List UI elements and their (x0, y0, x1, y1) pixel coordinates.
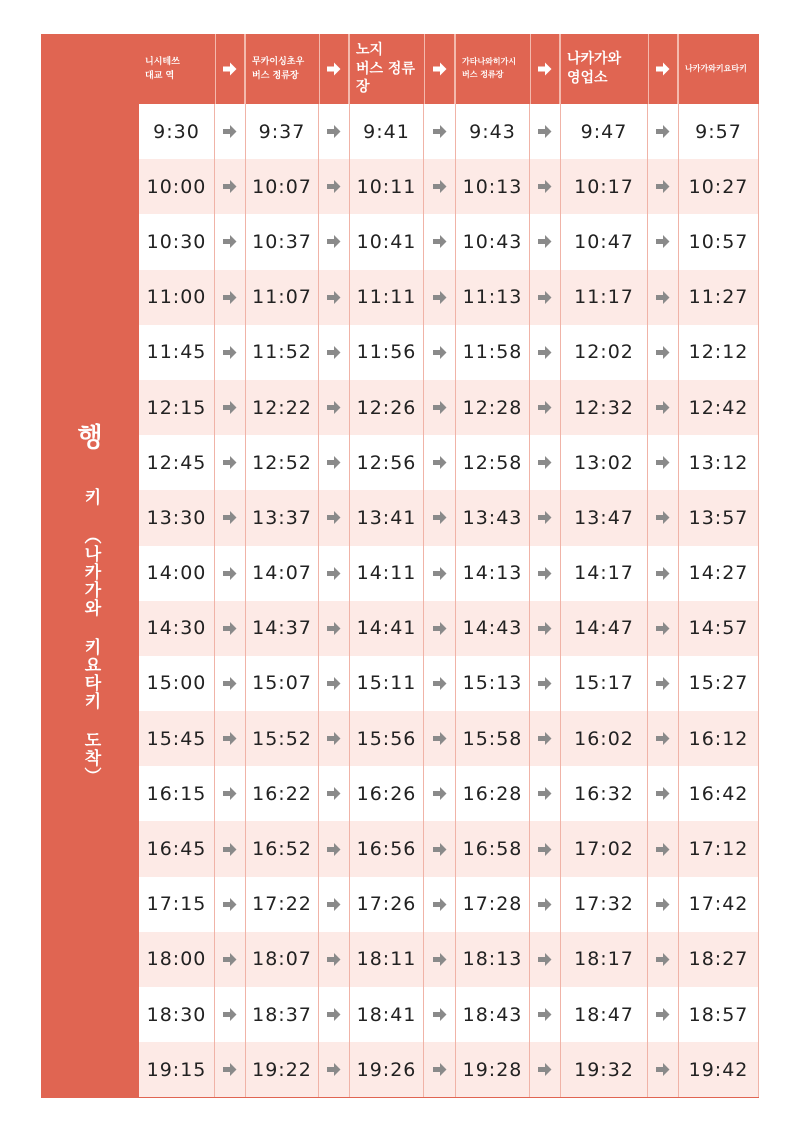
arrow-right-icon (424, 821, 455, 876)
arrow-right-icon (530, 546, 560, 601)
timetable-grid (139, 34, 759, 1098)
time-cell: 10:17 (560, 159, 648, 214)
time-cell: 17:22 (245, 877, 319, 932)
stop-name-line1: 나카가와 (567, 51, 622, 68)
time-cell: 14:57 (678, 601, 759, 656)
arrow-right-icon (215, 601, 245, 656)
direction-title: 행 (77, 423, 103, 453)
time-cell: 13:57 (678, 490, 759, 545)
time-cell: 10:30 (139, 214, 215, 269)
arrow-right-icon (319, 932, 349, 987)
time-cell: 15:52 (245, 711, 319, 766)
time-cell: 14:43 (455, 601, 530, 656)
arrow-right-icon (215, 104, 245, 159)
arrow-right-icon (319, 987, 349, 1042)
time-cell: 12:12 (678, 325, 759, 380)
arrow-right-icon (215, 932, 245, 987)
arrow-right-icon (648, 490, 678, 545)
time-cell: 16:26 (349, 766, 424, 821)
time-cell: 10:27 (678, 159, 759, 214)
time-cell: 17:28 (455, 877, 530, 932)
arrow-right-icon (215, 270, 245, 325)
arrow-right-icon (648, 656, 678, 711)
time-cell: 16:32 (560, 766, 648, 821)
arrow-right-icon (424, 987, 455, 1042)
arrow-right-icon (215, 435, 245, 490)
arrow-right-icon (215, 1042, 245, 1097)
time-cell: 19:22 (245, 1042, 319, 1097)
arrow-right-icon (424, 104, 455, 159)
time-cell: 14:07 (245, 546, 319, 601)
time-cell: 16:42 (678, 766, 759, 821)
stop-header-3 (349, 34, 424, 104)
arrow-right-icon (530, 435, 560, 490)
time-cell: 16:28 (455, 766, 530, 821)
header-arrow-icon (648, 34, 678, 104)
time-cell: 14:47 (560, 601, 648, 656)
arrow-right-icon (215, 159, 245, 214)
arrow-right-icon (319, 711, 349, 766)
stop-name-line2: 대교 역 (145, 71, 175, 81)
time-cell: 12:15 (139, 380, 215, 435)
time-cell: 10:11 (349, 159, 424, 214)
time-cell: 9:43 (455, 104, 530, 159)
arrow-right-icon (215, 214, 245, 269)
direction-subtitle: 키 （나카가와 키요타키 도착） (80, 488, 101, 785)
time-cell: 9:47 (560, 104, 648, 159)
arrow-right-icon (530, 932, 560, 987)
stop-name-line2: 버스 정류장 (252, 71, 299, 81)
stop-name-line1: 노지 (356, 41, 384, 58)
stop-header-6 (678, 34, 759, 104)
time-cell: 18:30 (139, 987, 215, 1042)
time-cell: 11:07 (245, 270, 319, 325)
stop-name-line2: 버스 정류장 (356, 60, 415, 96)
time-cell: 12:42 (678, 380, 759, 435)
time-cell: 15:13 (455, 656, 530, 711)
stop-name-line1: 가타나와히가시 (462, 57, 517, 67)
time-cell: 15:56 (349, 711, 424, 766)
arrow-right-icon (424, 270, 455, 325)
arrow-right-icon (319, 380, 349, 435)
time-cell: 18:17 (560, 932, 648, 987)
time-cell: 9:37 (245, 104, 319, 159)
arrow-right-icon (319, 656, 349, 711)
time-cell: 15:45 (139, 711, 215, 766)
time-cell: 14:41 (349, 601, 424, 656)
arrow-right-icon (648, 766, 678, 821)
arrow-right-icon (319, 877, 349, 932)
stop-header-1 (139, 34, 215, 104)
time-cell: 17:26 (349, 877, 424, 932)
time-cell: 13:37 (245, 490, 319, 545)
arrow-right-icon (530, 766, 560, 821)
arrow-right-icon (319, 214, 349, 269)
time-cell: 12:22 (245, 380, 319, 435)
time-cell: 15:00 (139, 656, 215, 711)
time-cell: 9:57 (678, 104, 759, 159)
arrow-right-icon (530, 214, 560, 269)
time-cell: 15:58 (455, 711, 530, 766)
time-cell: 11:17 (560, 270, 648, 325)
stop-name-line1: 나카가와키요타키 (685, 63, 747, 73)
time-cell: 13:02 (560, 435, 648, 490)
time-cell: 17:12 (678, 821, 759, 876)
time-cell: 11:11 (349, 270, 424, 325)
time-cell: 18:00 (139, 932, 215, 987)
arrow-right-icon (530, 159, 560, 214)
time-cell: 16:58 (455, 821, 530, 876)
arrow-right-icon (215, 656, 245, 711)
time-cell: 12:26 (349, 380, 424, 435)
arrow-right-icon (648, 214, 678, 269)
time-cell: 11:52 (245, 325, 319, 380)
arrow-right-icon (215, 766, 245, 821)
time-cell: 14:13 (455, 546, 530, 601)
time-cell: 13:12 (678, 435, 759, 490)
arrow-right-icon (648, 104, 678, 159)
time-cell: 14:17 (560, 546, 648, 601)
time-cell: 13:43 (455, 490, 530, 545)
time-cell: 11:27 (678, 270, 759, 325)
arrow-right-icon (648, 821, 678, 876)
arrow-right-icon (648, 601, 678, 656)
time-cell: 11:13 (455, 270, 530, 325)
time-cell: 16:02 (560, 711, 648, 766)
stop-header-5 (560, 34, 648, 104)
arrow-right-icon (319, 601, 349, 656)
time-cell: 18:13 (455, 932, 530, 987)
stop-name-line1: 니시테쓰 (145, 56, 180, 67)
arrow-right-icon (319, 325, 349, 380)
time-cell: 18:11 (349, 932, 424, 987)
time-cell: 10:00 (139, 159, 215, 214)
header-arrow-icon (530, 34, 560, 104)
arrow-right-icon (530, 1042, 560, 1097)
time-cell: 11:58 (455, 325, 530, 380)
time-cell: 14:11 (349, 546, 424, 601)
arrow-right-icon (648, 932, 678, 987)
time-cell: 18:57 (678, 987, 759, 1042)
time-cell: 11:56 (349, 325, 424, 380)
arrow-right-icon (215, 987, 245, 1042)
time-cell: 19:26 (349, 1042, 424, 1097)
arrow-right-icon (215, 821, 245, 876)
arrow-right-icon (319, 159, 349, 214)
time-cell: 18:07 (245, 932, 319, 987)
arrow-right-icon (319, 546, 349, 601)
arrow-right-icon (530, 821, 560, 876)
time-cell: 10:13 (455, 159, 530, 214)
time-cell: 18:37 (245, 987, 319, 1042)
stop-name-line1: 무카이싱초우 (252, 56, 305, 67)
arrow-right-icon (424, 214, 455, 269)
time-cell: 17:42 (678, 877, 759, 932)
time-cell: 16:56 (349, 821, 424, 876)
arrow-right-icon (424, 711, 455, 766)
arrow-right-icon (215, 877, 245, 932)
arrow-right-icon (530, 490, 560, 545)
time-cell: 10:47 (560, 214, 648, 269)
time-cell: 16:52 (245, 821, 319, 876)
arrow-right-icon (648, 159, 678, 214)
arrow-right-icon (530, 656, 560, 711)
arrow-right-icon (215, 711, 245, 766)
arrow-right-icon (319, 821, 349, 876)
arrow-right-icon (215, 380, 245, 435)
time-cell: 18:41 (349, 987, 424, 1042)
arrow-right-icon (530, 380, 560, 435)
arrow-right-icon (648, 270, 678, 325)
time-cell: 19:32 (560, 1042, 648, 1097)
time-cell: 16:12 (678, 711, 759, 766)
arrow-right-icon (319, 766, 349, 821)
arrow-right-icon (215, 546, 245, 601)
time-cell: 10:41 (349, 214, 424, 269)
route-direction-label (41, 104, 139, 1098)
arrow-right-icon (424, 490, 455, 545)
time-cell: 10:57 (678, 214, 759, 269)
arrow-right-icon (319, 1042, 349, 1097)
time-cell: 12:28 (455, 380, 530, 435)
time-cell: 13:30 (139, 490, 215, 545)
time-cell: 14:37 (245, 601, 319, 656)
time-cell: 10:07 (245, 159, 319, 214)
time-cell: 19:42 (678, 1042, 759, 1097)
time-cell: 10:37 (245, 214, 319, 269)
time-cell: 14:27 (678, 546, 759, 601)
time-cell: 16:15 (139, 766, 215, 821)
arrow-right-icon (424, 1042, 455, 1097)
arrow-right-icon (530, 601, 560, 656)
arrow-right-icon (319, 490, 349, 545)
time-cell: 9:41 (349, 104, 424, 159)
time-cell: 13:41 (349, 490, 424, 545)
arrow-right-icon (424, 380, 455, 435)
arrow-right-icon (424, 766, 455, 821)
time-cell: 12:58 (455, 435, 530, 490)
time-cell: 18:27 (678, 932, 759, 987)
arrow-right-icon (424, 656, 455, 711)
arrow-right-icon (648, 325, 678, 380)
time-cell: 10:43 (455, 214, 530, 269)
time-cell: 12:02 (560, 325, 648, 380)
arrow-right-icon (215, 325, 245, 380)
time-cell: 19:28 (455, 1042, 530, 1097)
arrow-right-icon (424, 546, 455, 601)
arrow-right-icon (424, 325, 455, 380)
time-cell: 12:52 (245, 435, 319, 490)
time-cell: 17:15 (139, 877, 215, 932)
time-cell: 19:15 (139, 1042, 215, 1097)
arrow-right-icon (530, 325, 560, 380)
arrow-right-icon (424, 877, 455, 932)
time-cell: 17:02 (560, 821, 648, 876)
time-cell: 18:43 (455, 987, 530, 1042)
arrow-right-icon (319, 104, 349, 159)
arrow-right-icon (648, 877, 678, 932)
timetable-frame (41, 34, 759, 1098)
time-cell: 9:30 (139, 104, 215, 159)
arrow-right-icon (530, 877, 560, 932)
time-cell: 16:22 (245, 766, 319, 821)
arrow-right-icon (530, 270, 560, 325)
arrow-right-icon (424, 932, 455, 987)
arrow-right-icon (319, 435, 349, 490)
time-cell: 11:45 (139, 325, 215, 380)
arrow-right-icon (648, 380, 678, 435)
stop-header-2 (245, 34, 319, 104)
time-cell: 16:45 (139, 821, 215, 876)
arrow-right-icon (648, 711, 678, 766)
arrow-right-icon (530, 711, 560, 766)
stop-name-line2: 버스 정류장 (462, 70, 504, 79)
arrow-right-icon (424, 159, 455, 214)
arrow-right-icon (648, 987, 678, 1042)
time-cell: 14:30 (139, 601, 215, 656)
time-cell: 12:45 (139, 435, 215, 490)
time-cell: 18:47 (560, 987, 648, 1042)
stop-name-line2: 영업소 (567, 70, 608, 86)
header-arrow-icon (319, 34, 349, 104)
arrow-right-icon (648, 1042, 678, 1097)
arrow-right-icon (319, 270, 349, 325)
time-cell: 13:47 (560, 490, 648, 545)
arrow-right-icon (648, 546, 678, 601)
time-cell: 14:00 (139, 546, 215, 601)
arrow-right-icon (215, 490, 245, 545)
time-cell: 15:11 (349, 656, 424, 711)
time-cell: 15:17 (560, 656, 648, 711)
arrow-right-icon (530, 104, 560, 159)
arrow-right-icon (424, 435, 455, 490)
time-cell: 17:32 (560, 877, 648, 932)
stop-header-4 (455, 34, 530, 104)
arrow-right-icon (424, 601, 455, 656)
time-cell: 15:27 (678, 656, 759, 711)
arrow-right-icon (648, 435, 678, 490)
time-cell: 11:00 (139, 270, 215, 325)
time-cell: 15:07 (245, 656, 319, 711)
header-arrow-icon (424, 34, 455, 104)
arrow-right-icon (530, 987, 560, 1042)
time-cell: 12:32 (560, 380, 648, 435)
header-arrow-icon (215, 34, 245, 104)
time-cell: 12:56 (349, 435, 424, 490)
